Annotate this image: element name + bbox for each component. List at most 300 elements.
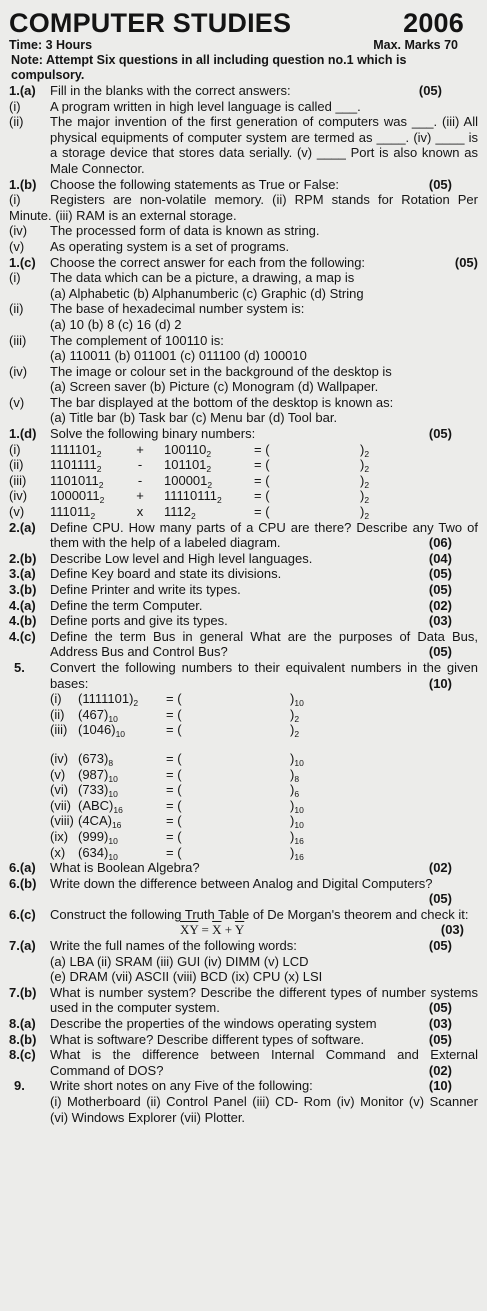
mcq-options <box>9 317 478 333</box>
target-base: 2 <box>294 729 300 740</box>
question-marks: (05) <box>418 83 442 98</box>
source-value: (999) <box>78 828 109 844</box>
questions-6 <box>9 860 478 907</box>
question-marks: (05) <box>428 566 452 582</box>
source-value: (ABC) <box>78 797 114 813</box>
close-paren: ) <box>360 457 365 473</box>
question-marks: (05) <box>428 1031 452 1047</box>
time-text: Time: 3 Hours <box>9 38 93 52</box>
question-row <box>9 1047 478 1078</box>
question-1a-ii <box>9 114 478 176</box>
answer-close <box>206 813 478 829</box>
equals-open: = ( <box>166 797 182 813</box>
equals-open: = ( <box>254 457 270 473</box>
answer-close <box>284 488 478 504</box>
question-number: 6.(c) <box>9 906 36 922</box>
item-text: The major invention of the first generation of computers was ___. (iii) All physical equipments of computer system are termed as ____. (iv) ____ is a storage device that stores data serially. (v) ____ Port is also known as Male Connector. <box>50 114 478 176</box>
close-paren: ) <box>360 504 365 520</box>
mcq-options <box>9 410 478 426</box>
question-7a <box>9 938 478 954</box>
base-subscript: 2 <box>98 479 104 490</box>
item-text: The image or colour set in the background of the desktop is <box>50 363 392 379</box>
operand-a <box>50 488 120 504</box>
question-9-items <box>9 1094 478 1125</box>
question-1b-iv <box>9 223 478 239</box>
close-paren: ) <box>290 797 295 813</box>
equals-open: = ( <box>254 488 270 504</box>
operand-a-value: 1101111 <box>50 457 97 473</box>
close-paren: ) <box>290 706 295 722</box>
question-number: 3.(a) <box>9 566 36 582</box>
mcq-question <box>9 270 478 286</box>
source-base: 10 <box>108 773 118 784</box>
source-base: 10 <box>108 713 118 724</box>
question-6c-formula-row <box>9 922 478 938</box>
binary-row <box>9 488 478 504</box>
equals-open: = ( <box>166 813 182 829</box>
question-row <box>9 551 478 567</box>
close-paren: ) <box>360 488 365 504</box>
question-text: Solve the following binary numbers: <box>50 426 256 442</box>
answer-close <box>206 767 478 783</box>
target-base: 10 <box>294 757 304 768</box>
item-number: (v) <box>50 766 66 782</box>
answer-close <box>206 829 478 845</box>
source-number <box>78 782 166 798</box>
item-number: (viii) <box>50 813 74 829</box>
question-1a-i <box>9 99 478 115</box>
mcq-options <box>9 348 478 364</box>
item-number: (iv) <box>9 223 28 239</box>
question-marks: (06) <box>428 535 452 551</box>
source-value: (987) <box>78 766 109 782</box>
title-row <box>9 8 478 38</box>
question-row <box>9 1016 478 1032</box>
mcq-question <box>9 333 478 349</box>
source-base: 8 <box>108 757 114 768</box>
source-base: 16 <box>113 804 123 815</box>
source-number <box>78 722 166 738</box>
question-body: What is software? Describe different types of software. <box>50 1031 365 1047</box>
question-1a <box>9 83 478 99</box>
operand-b <box>160 442 254 458</box>
question-7a-line1 <box>9 954 478 970</box>
item-number: (v) <box>9 394 25 410</box>
question-number: 1.(c) <box>9 254 36 270</box>
option-list: (a) 10 (b) 8 (c) 16 (d) 2 <box>50 316 182 332</box>
abbreviation-list: (e) DRAM (vii) ASCII (viii) BCD (ix) CPU (x) LSI <box>50 969 323 985</box>
question-row <box>9 629 478 660</box>
item-number: (i) <box>9 192 21 208</box>
item-number: (iv) <box>50 750 69 766</box>
source-number <box>78 751 166 767</box>
questions-7b-8 <box>9 985 478 1079</box>
question-marks: (05) <box>428 1000 452 1016</box>
mcq-question <box>9 301 478 317</box>
question-5 <box>9 660 478 691</box>
source-base: 10 <box>108 789 118 800</box>
source-value: (467) <box>78 706 109 722</box>
operator: + <box>136 441 144 457</box>
question-marks: (05) <box>428 644 452 660</box>
mcq-list <box>9 270 478 426</box>
questions-2-4 <box>9 520 478 660</box>
close-paren: ) <box>290 813 295 829</box>
question-text: Choose the correct answer for each from the following: <box>50 254 366 270</box>
question-body: Define Printer and write its types. <box>50 582 241 597</box>
base-subscript: 2 <box>99 495 105 506</box>
item-number: (i) <box>9 98 21 114</box>
item-number: (ii) <box>9 114 24 130</box>
question-body: What is number system? Describe the different types of number systems used in the computer system. <box>50 984 478 1016</box>
question-number: 4.(a) <box>9 597 36 613</box>
target-base: 10 <box>294 820 304 831</box>
equals-open: = ( <box>254 441 270 457</box>
close-paren: ) <box>290 691 295 707</box>
operand-a-value: 1000011 <box>50 488 100 504</box>
question-text <box>50 629 478 660</box>
item-number: (iv) <box>9 488 28 504</box>
answer-close <box>206 691 478 707</box>
target-base: 10 <box>294 698 304 709</box>
conversion-row <box>9 707 478 723</box>
base-subscript: 2 <box>364 464 370 475</box>
question-text <box>50 1032 478 1048</box>
conversion-row <box>9 751 478 767</box>
item-number: (iii) <box>9 332 27 348</box>
question-text <box>50 985 478 1016</box>
base-subscript: 2 <box>364 479 370 490</box>
operator: - <box>137 472 143 488</box>
formula-y-bar: $\overline{Y}$ <box>234 922 245 938</box>
question-number: 4.(c) <box>9 628 36 644</box>
target-base: 16 <box>294 835 304 846</box>
source-value: (1111101) <box>78 691 134 707</box>
spacer <box>9 707 50 723</box>
question-body: What is Boolean Algebra? <box>50 860 200 876</box>
subject-title: COMPUTER STUDIES <box>9 8 292 38</box>
question-text <box>50 551 478 567</box>
item-number: (i) <box>9 270 21 286</box>
question-1c <box>9 255 478 271</box>
question-1b <box>9 177 478 193</box>
base-subscript: 2 <box>364 448 370 459</box>
question-number: 1.(d) <box>9 426 37 442</box>
source-number <box>78 845 166 861</box>
question-1b-v <box>9 239 478 255</box>
exam-year: 2006 <box>403 8 464 38</box>
page-gap <box>9 738 478 751</box>
equals-open: = ( <box>166 750 182 766</box>
item-number: (iii) <box>50 722 68 738</box>
question-number: 7.(b) <box>9 984 37 1000</box>
item-number: (ii) <box>50 706 65 722</box>
item-number: (vii) <box>50 797 71 813</box>
item-text <box>9 192 478 223</box>
operator: x <box>136 504 144 520</box>
time-marks-row <box>9 38 478 53</box>
option-list: (a) Alphabetic (b) Alphanumberic (c) Graphic (d) String <box>50 285 364 301</box>
question-body: Describe Low level and High level languages. <box>50 550 313 566</box>
operand-b-value: 101101 <box>164 457 207 473</box>
base-subscript: 2 <box>90 511 96 522</box>
operand-b <box>160 504 254 520</box>
conversion-list <box>9 691 478 860</box>
spacer <box>9 751 50 767</box>
conversion-row <box>9 722 478 738</box>
question-text <box>50 860 478 876</box>
base-subscript: 2 <box>206 464 212 475</box>
target-base: 6 <box>294 789 300 800</box>
close-paren: ) <box>290 844 295 860</box>
operand-b <box>160 488 254 504</box>
equals-open: = ( <box>254 472 270 488</box>
question-number: 6.(b) <box>9 875 37 891</box>
question-marks: (03) <box>428 1016 452 1032</box>
question-body: Define CPU. How many parts of a CPU are there? Describe any Two of them with the help of a labeled diagram. <box>50 519 478 551</box>
question-marks: (03) <box>440 922 464 938</box>
base-subscript: 2 <box>191 511 196 522</box>
item-number: (vi) <box>50 782 69 798</box>
item-number: (iii) <box>9 472 27 488</box>
operand-b <box>160 457 254 473</box>
source-number <box>78 691 166 707</box>
item-body: Registers are non-volatile memory. (ii) RPM stands for Rotation Per Minute. (iii) RAM is an external storage. <box>9 192 478 223</box>
answer-close <box>284 457 478 473</box>
question-body: Describe the properties of the windows operating system <box>50 1016 377 1032</box>
binary-row <box>9 504 478 520</box>
binary-row <box>9 473 478 489</box>
question-marks: (04) <box>428 550 452 566</box>
operand-b-value: 100001 <box>164 472 208 488</box>
question-marks: (02) <box>428 860 452 876</box>
base-subscript: 2 <box>206 448 212 459</box>
item-number: (iv) <box>9 363 28 379</box>
question-number: 5. <box>14 659 25 675</box>
equals-open: = ( <box>166 766 182 782</box>
close-paren: ) <box>290 766 295 782</box>
conversion-row <box>9 813 478 829</box>
operand-a <box>50 457 120 473</box>
question-row <box>9 520 478 551</box>
equals-open: = ( <box>166 691 182 707</box>
question-marks: (05) <box>428 938 452 954</box>
question-row <box>9 985 478 1016</box>
mcq-options <box>9 286 478 302</box>
question-marks: (05) <box>428 426 452 442</box>
formula-lhs: $\overline{XY}$ <box>180 922 199 938</box>
equals-open: = ( <box>254 504 270 520</box>
question-row <box>9 582 478 598</box>
source-value: (673) <box>78 750 109 766</box>
formula-plus: + <box>221 922 235 938</box>
source-value: (634) <box>78 844 109 860</box>
question-marks: (10) <box>428 1078 452 1094</box>
question-number: 8.(b) <box>9 1031 37 1047</box>
question-text <box>50 1016 478 1032</box>
conversion-row <box>9 782 478 798</box>
operand-b-value: 100110 <box>164 441 207 457</box>
binary-row <box>9 442 478 458</box>
item-text: The processed form of data is known as string. <box>50 223 320 239</box>
target-base: 16 <box>294 851 304 862</box>
formula-x-bar: $\overline{X}$ <box>212 922 222 938</box>
question-body: Define the term Computer. <box>50 597 203 613</box>
answer-close <box>284 442 478 458</box>
question-text <box>50 876 478 907</box>
source-number <box>78 829 166 845</box>
spacer <box>9 722 50 738</box>
operand-a <box>50 504 120 520</box>
item-number: (v) <box>9 504 25 520</box>
question-1b-i <box>9 192 478 223</box>
question-row <box>9 1032 478 1048</box>
item-number: (x) <box>50 844 66 860</box>
question-1d <box>9 426 478 442</box>
question-row <box>9 613 478 629</box>
source-number <box>78 798 166 814</box>
option-list: (a) Title bar (b) Task bar (c) Menu bar (d) Tool bar. <box>50 410 338 426</box>
close-paren: ) <box>360 472 365 488</box>
option-list: (a) Screen saver (b) Picture (c) Monogram (d) Wallpaper. <box>50 379 379 395</box>
base-subscript: 2 <box>364 495 370 506</box>
source-base: 10 <box>108 851 118 862</box>
close-paren: ) <box>360 441 365 457</box>
question-text: Write short notes on any Five of the following: <box>50 1078 313 1094</box>
conversion-row <box>9 691 478 707</box>
operand-b-value: 11110111 <box>164 488 218 504</box>
operand-a <box>50 473 120 489</box>
operator: + <box>136 488 144 504</box>
base-subscript: 2 <box>96 464 102 475</box>
conversion-row <box>9 845 478 861</box>
operand-b <box>160 473 254 489</box>
question-number: 2.(b) <box>9 550 37 566</box>
mcq-question <box>9 364 478 380</box>
source-number <box>78 813 166 829</box>
spacer <box>9 782 50 798</box>
base-subscript: 2 <box>96 448 102 459</box>
spacer <box>9 767 50 783</box>
answer-close <box>284 473 478 489</box>
question-text <box>50 660 478 691</box>
question-number: 4.(b) <box>9 613 37 629</box>
formula-equals: = <box>198 922 213 938</box>
question-text <box>50 598 478 614</box>
item-number: (ii) <box>9 457 24 473</box>
answer-close <box>206 722 478 738</box>
option-list: (a) 110011 (b) 011001 (c) 011100 (d) 100010 <box>50 348 307 364</box>
source-base: 10 <box>108 835 118 846</box>
equals-open: = ( <box>166 828 182 844</box>
question-marks: (03) <box>428 613 452 629</box>
spacer <box>9 813 50 829</box>
question-marks: (05) <box>454 254 478 270</box>
operand-a-value: 1101011 <box>50 472 99 488</box>
question-marks: (10) <box>428 675 452 691</box>
equals-open: = ( <box>166 722 182 738</box>
question-text: Fill in the blanks with the correct answers: <box>50 83 291 98</box>
question-body: Define ports and give its types. <box>50 613 228 629</box>
question-marks: (05) <box>428 582 452 597</box>
question-text <box>50 1047 478 1078</box>
question-number: 1.(b) <box>9 176 37 192</box>
question-row <box>9 876 478 907</box>
operand-a <box>50 442 120 458</box>
notes-topic-list: (i) Motherboard (ii) Control Panel (iii) CD- Rom (iv) Monitor (v) Scanner (vi) Windows Explorer (vii) Plotter. <box>50 1094 478 1125</box>
question-text <box>50 582 478 598</box>
binary-sum-list <box>9 442 478 520</box>
equals-open: = ( <box>166 782 182 798</box>
question-body: Convert the following numbers to their equivalent numbers in the given bases: <box>50 659 478 691</box>
question-number: 3.(b) <box>9 582 37 597</box>
spacer <box>9 798 50 814</box>
question-text: Choose the following statements as True or False: <box>50 176 340 192</box>
target-base: 2 <box>294 713 300 724</box>
close-paren: ) <box>290 722 295 738</box>
spacer <box>9 829 50 845</box>
source-value: (733) <box>78 782 109 798</box>
source-value: (4CA) <box>78 813 112 829</box>
max-marks-text: Max. Marks 70 <box>373 38 458 52</box>
question-text: Write the full names of the following words: <box>50 938 297 954</box>
conversion-row <box>9 829 478 845</box>
answer-close <box>284 504 478 520</box>
question-text <box>50 566 478 582</box>
source-base: 2 <box>133 698 139 709</box>
close-paren: ) <box>290 828 295 844</box>
question-row <box>9 598 478 614</box>
spacer <box>9 691 50 707</box>
abbreviation-list: (a) LBA (ii) SRAM (iii) GUI (iv) DIMM (v) LCD <box>50 953 309 969</box>
question-text <box>50 520 478 551</box>
item-text: The bar displayed at the bottom of the desktop is known as: <box>50 394 394 410</box>
mcq-options <box>9 379 478 395</box>
mcq-question <box>9 395 478 411</box>
item-text: As operating system is a set of programs. <box>50 238 290 254</box>
conversion-row <box>9 798 478 814</box>
question-body: Define Key board and state its divisions. <box>50 566 282 582</box>
question-body: Define the term Bus in general What are the purposes of Data Bus, Address Bus and Control Bus? <box>50 628 478 660</box>
operand-a-value: 1111101 <box>50 441 97 457</box>
spacer <box>9 845 50 861</box>
equals-open: = ( <box>166 844 182 860</box>
base-subscript: 2 <box>217 495 222 506</box>
question-text <box>50 613 478 629</box>
item-number: (i) <box>50 691 62 707</box>
question-number: 8.(a) <box>9 1016 36 1032</box>
target-base: 10 <box>294 804 304 815</box>
operand-a-value: 111011 <box>50 504 91 520</box>
equals-open: = ( <box>166 706 182 722</box>
item-text: The data which can be a picture, a drawing, a map is <box>50 270 355 286</box>
question-marks: (02) <box>428 597 452 613</box>
question-row <box>9 566 478 582</box>
question-body: What is the difference between Internal Command and External Command of DOS? <box>50 1047 478 1078</box>
item-text: A program written in high level language is called ___. <box>50 98 361 114</box>
close-paren: ) <box>290 750 295 766</box>
question-7a-line2 <box>9 969 478 985</box>
de-morgan-formula <box>180 922 244 938</box>
question-6c <box>9 907 478 923</box>
item-number: (ix) <box>50 828 69 844</box>
binary-row <box>9 457 478 473</box>
close-paren: ) <box>290 782 295 798</box>
question-number: 9. <box>14 1078 25 1094</box>
item-number: (v) <box>9 238 25 254</box>
source-number <box>78 707 166 723</box>
source-base: 10 <box>115 729 126 740</box>
